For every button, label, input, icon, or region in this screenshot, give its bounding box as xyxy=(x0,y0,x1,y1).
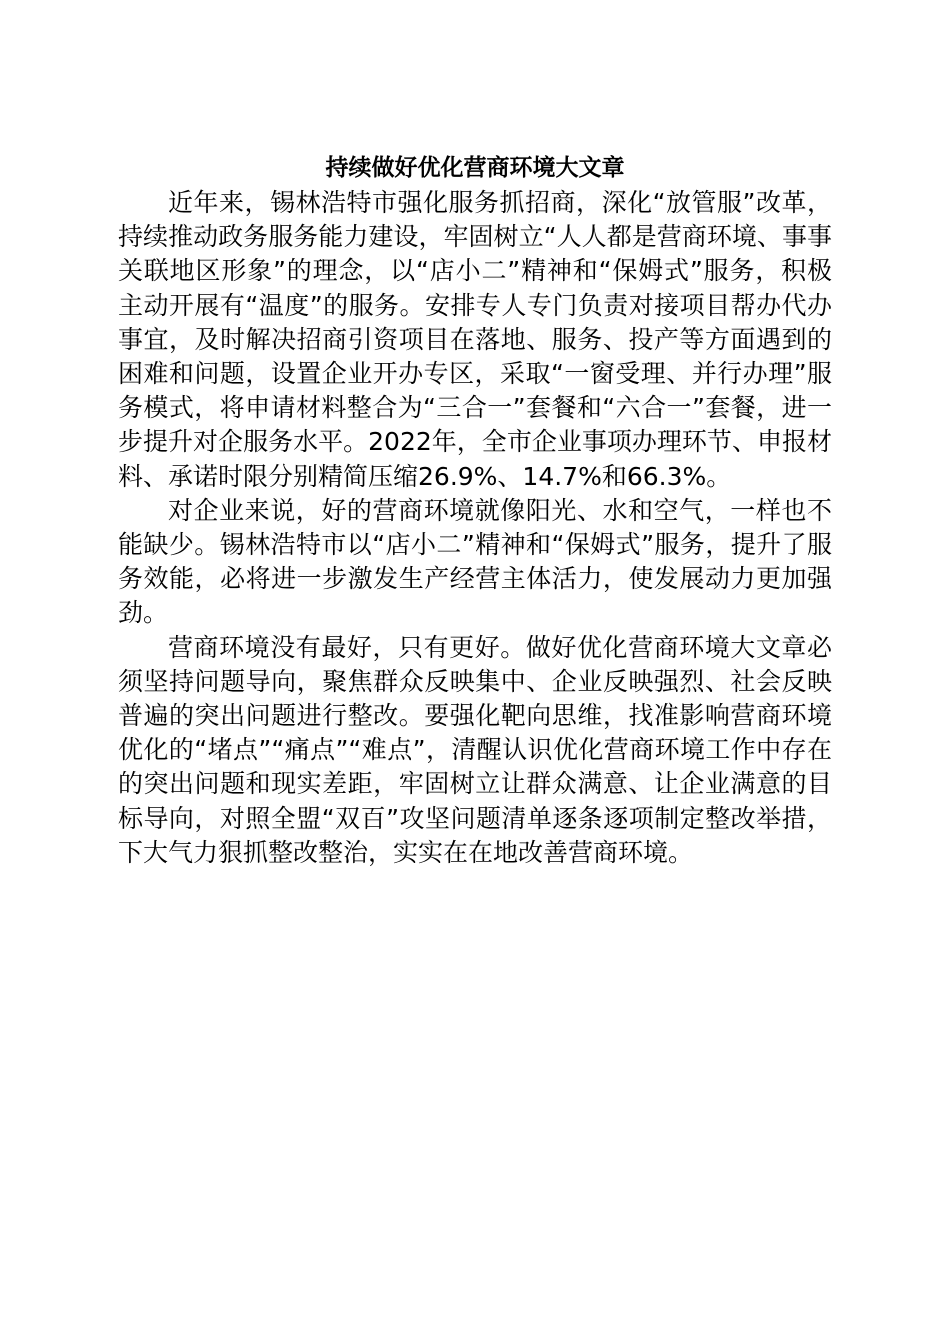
document-title: 持续做好优化营商环境大文章 xyxy=(325,155,625,181)
paragraph-2: 对企业来说，好的营商环境就像阳光、水和空气，一样也不能缺少。锡林浩特市以“店小二”精神和“保姆式”服务，提升了服务效能，必将进一步激发生产经营主体活力，使发展动力更加强劲。 xyxy=(118,495,832,628)
paragraph-1: 近年来，锡林浩特市强化服务抓招商，深化“放管服”改革，持续推动政务服务能力建设，牢固树立“人人都是营商环境、事事关联地区形象”的理念，以“店小二”精神和“保姆式”服务，积极主动开展有“温度”的服务。安排专人专门负责对接项目帮办代办事宜，及时解决招商引资项目在落地、服务、投产等方面遇到的困难和问题，设置企业开办专区，采取“一窗受理、并行办理”服务模式，将申请材料整合为“三合一”套餐和“六合一”套餐，进一步提升对企服务水平。2022年，全市企业事项办理环节、申报材料、承诺时限分别精简压缩26.9%、14.7%和66.3%。 xyxy=(118,188,832,491)
document-page xyxy=(118,150,832,870)
paragraph-3: 营商环境没有最好，只有更好。做好优化营商环境大文章必须坚持问题导向，聚焦群众反映集中、企业反映强烈、社会反映普遍的突出问题进行整改。要强化靶向思维，找准影响营商环境优化的“堵点”“痛点”“难点”，清醒认识优化营商环境工作中存在的突出问题和现实差距，牢固树立让群众满意、让企业满意的目标导向，对照全盟“双百”攻坚问题清单逐条逐项制定整改举措，下大气力狠抓整改整治，实实在在地改善营商环境。 xyxy=(118,632,832,867)
